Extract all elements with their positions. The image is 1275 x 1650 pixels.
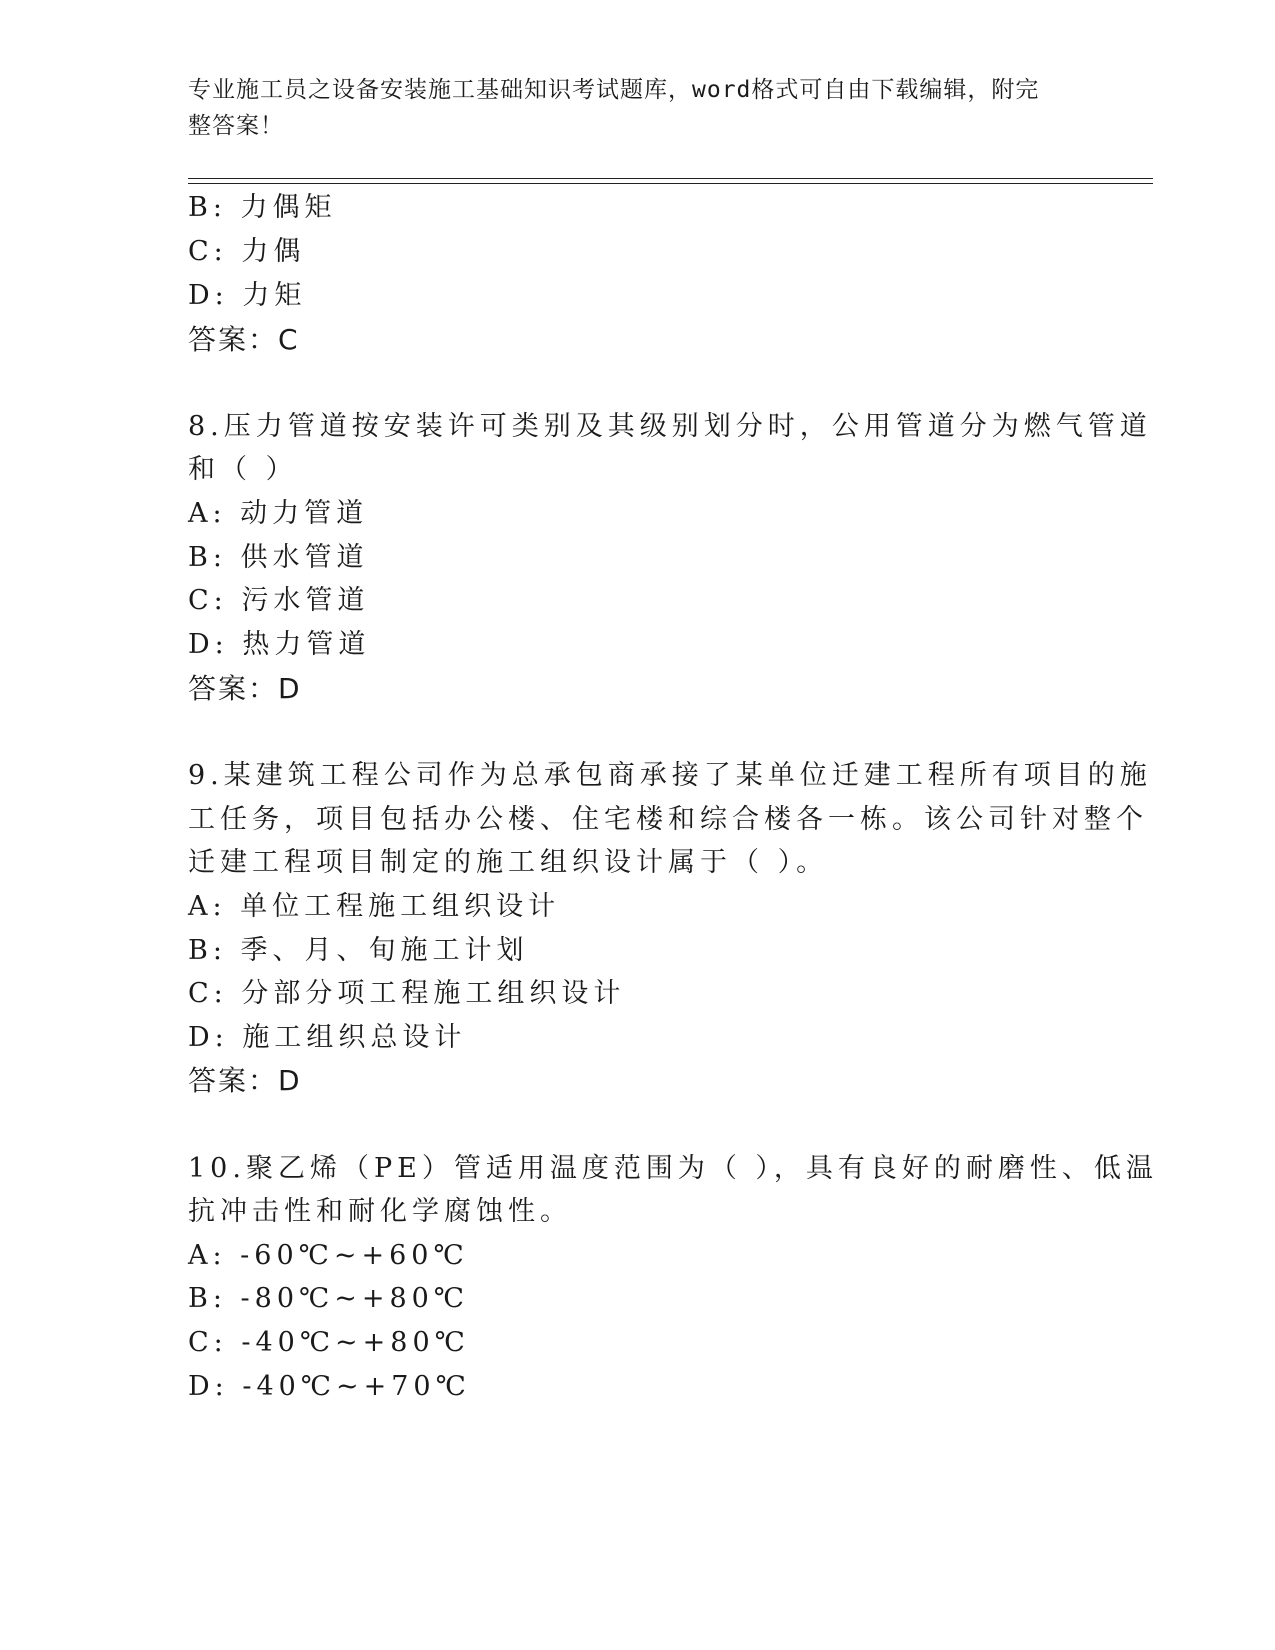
header-title-line-2: 整答案！: [188, 113, 284, 139]
q10-stem-line-2: 抗冲击性和耐化学腐蚀性。: [188, 1196, 572, 1227]
q9-option-a: A: 单位工程施工组织设计: [188, 891, 561, 922]
q9-stem-line-1: 9.某建筑工程公司作为总承包商承接了某单位迁建工程所有项目的施: [188, 760, 1152, 791]
prev-answer: 答案：C: [188, 323, 300, 356]
q9-stem-line-2: 工任务，项目包括办公楼、住宅楼和综合楼各一栋。该公司针对整个: [188, 804, 1148, 835]
document-header: [188, 72, 1068, 144]
header-title-line-1: 专业施工员之设备安装施工基础知识考试题库，word格式可自由下载编辑，附完: [188, 77, 1040, 103]
q8-option-a: A: 动力管道: [188, 498, 369, 529]
prev-option-c: C: 力偶: [188, 236, 306, 267]
prev-option-b: B: 力偶矩: [188, 192, 337, 223]
q8-stem-line-1: 8.压力管道按安装许可类别及其级别划分时，公用管道分为燃气管道: [188, 411, 1152, 442]
q10-option-b: B: -80℃~+80℃: [188, 1283, 470, 1314]
q8-option-b: B: 供水管道: [188, 542, 369, 573]
q8-stem-line-2: 和（ ）: [188, 454, 298, 485]
q8-answer: 答案：D: [188, 672, 302, 705]
q9-option-d: D: 施工组织总设计: [188, 1022, 467, 1053]
q10-stem-line-1: 10.聚乙烯（PE）管适用温度范围为（ ），具有良好的耐磨性、低温: [188, 1153, 1158, 1184]
q9-answer: 答案：D: [188, 1064, 302, 1097]
q8-option-c: C: 污水管道: [188, 585, 370, 616]
header-divider-bottom: [188, 183, 1153, 184]
header-divider-top: [188, 178, 1153, 179]
q10-option-c: C: -40℃~+80℃: [188, 1327, 470, 1358]
q8-option-d: D: 热力管道: [188, 629, 371, 660]
q9-option-c: C: 分部分项工程施工组织设计: [188, 978, 626, 1009]
q10-option-a: A: -60℃~+60℃: [188, 1240, 469, 1271]
q9-stem-line-3: 迁建工程项目制定的施工组织设计属于（ ）。: [188, 847, 829, 878]
q10-option-d: D: -40℃~+70℃: [188, 1371, 471, 1402]
prev-option-d: D: 力矩: [188, 280, 307, 311]
q9-option-b: B: 季、月、旬施工计划: [188, 935, 529, 966]
